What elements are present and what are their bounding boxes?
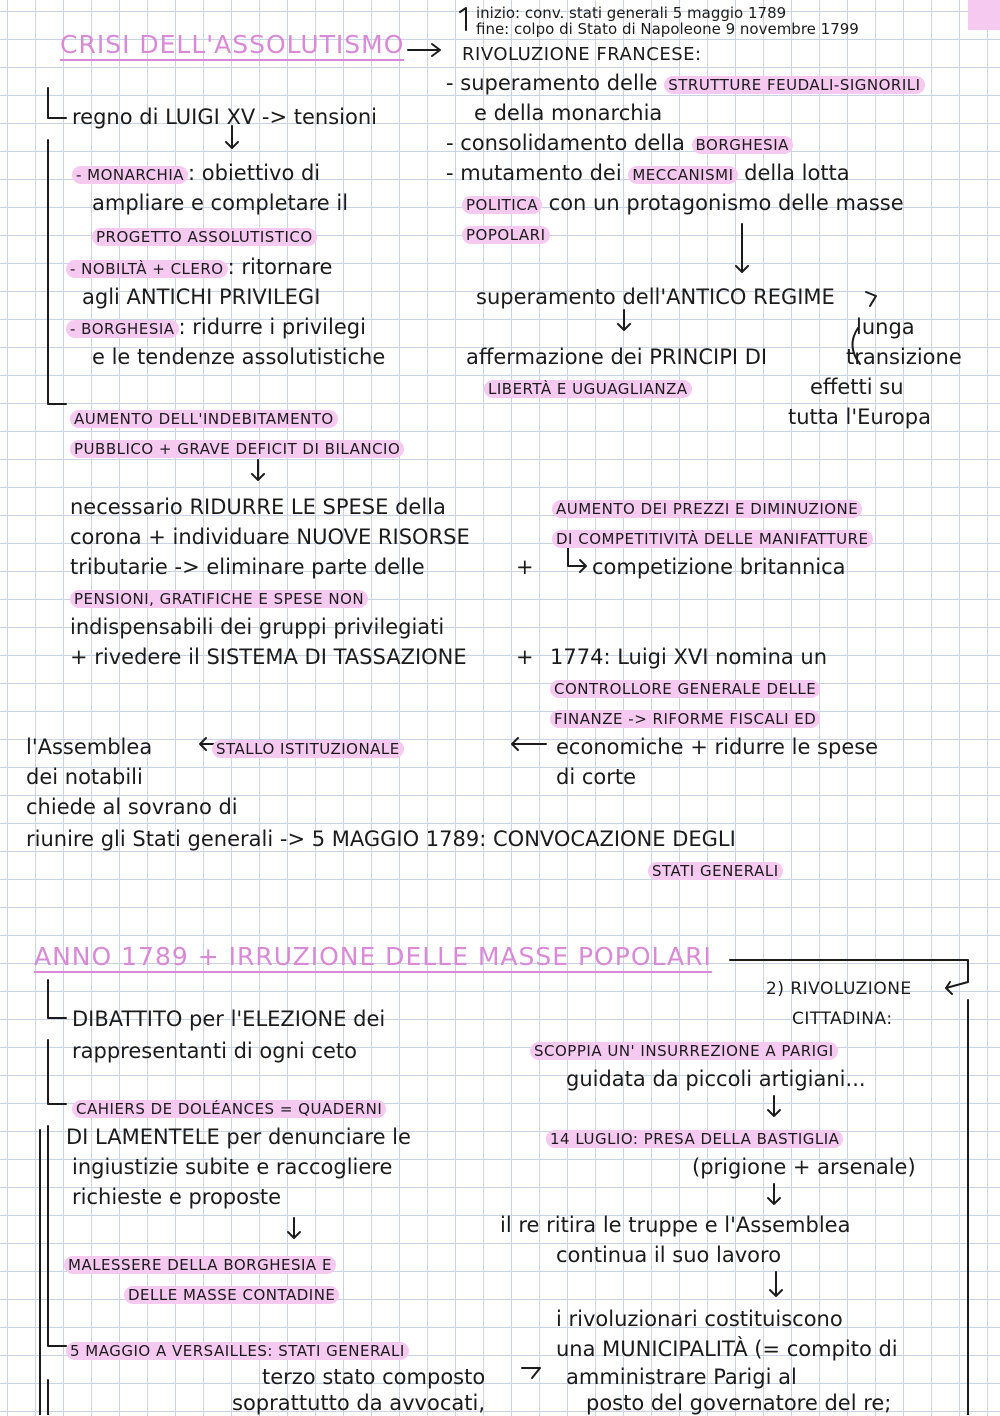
monarchia-line-1: - MONARCHIA : obiettivo di <box>72 160 320 188</box>
necessario-line-1: necessario RIDURRE LE SPESE della <box>70 495 446 519</box>
nobilta-line-2: agli ANTICHI PRIVILEGI <box>82 285 321 309</box>
rivoluzionari-line-2: una MUNICIPALITÀ (= compito di <box>556 1337 898 1361</box>
malessere-line-2: DELLE MASSE CONTADINE <box>124 1280 339 1308</box>
scoppia-line-1: SCOPPIA UN' INSURREZIONE A PARIGI <box>530 1036 838 1064</box>
bracket-arrow-regno <box>48 88 66 118</box>
nobilta-line-1: - NOBILTÀ + CLERO : ritornare <box>66 254 332 282</box>
down-arrow-rivoluzionari <box>770 1272 782 1296</box>
down-arrow-re <box>768 1184 780 1204</box>
down-arrow-malessere <box>288 1218 300 1238</box>
necessario-line-4: PENSIONI, GRATIFICHE E SPESE NON <box>70 584 368 612</box>
affermazione-principi: affermazione dei PRINCIPI DI <box>466 345 768 369</box>
cahiers-line-2: DI LAMENTELE per denunciare le <box>66 1125 411 1149</box>
bastiglia-line-1: 14 LUGLIO: PRESA DELLA BASTIGLIA <box>546 1124 843 1152</box>
down-arrow-affermazione <box>618 310 630 330</box>
malessere-line-1: MALESSERE DELLA BORGHESIA E <box>64 1250 336 1278</box>
rivoluzionari-line-3: amministrare Parigi al <box>566 1365 797 1389</box>
lunga-line-3: effetti su <box>810 375 904 399</box>
rivoluzionari-line-4: posto del governatore del re; <box>586 1391 892 1415</box>
liberta-uguaglianza: LIBERTÀ E UGUAGLIANZA <box>484 374 692 402</box>
rivoluzionari-line-1: i rivoluzionari costituiscono <box>556 1307 843 1331</box>
antico-regime: superamento dell'ANTICO REGIME <box>476 285 835 309</box>
necessario-line-3: tributarie -> eliminare parte delle <box>70 555 425 579</box>
arrow-to-revolution <box>408 44 440 56</box>
dibattito-line-2: rappresentanti di ogni ceto <box>72 1039 357 1063</box>
bastiglia-line-2: (prigione + arsenale) <box>692 1155 916 1179</box>
cahiers-line-3: ingiustizie subite e raccogliere <box>72 1155 393 1179</box>
prezzi-line-3: competizione britannica <box>592 555 846 579</box>
borghesia-line-2: e le tendenze assolutistiche <box>92 345 386 369</box>
re-ritira-line-1: il re ritira le truppe e l'Assemblea <box>500 1213 851 1237</box>
luigi-line-2: CONTROLLORE GENERALE DELLE <box>550 674 820 702</box>
section-title-crisi: CRISI DELL'ASSOLUTISMO <box>60 30 405 59</box>
lunga-line-4: tutta l'Europa <box>788 405 931 429</box>
prezzi-line-2: DI COMPETITIVITÀ DELLE MANIFATTURE <box>552 524 873 552</box>
bracket-dates <box>460 8 466 30</box>
rev-point-3b: POLITICA con un protagonismo delle masse <box>462 190 904 218</box>
assemblea-line-4: riunire gli Stati generali -> 5 MAGGIO 1789: CONVOCAZIONE DEGLI <box>26 827 736 851</box>
assemblea-line-1: l'Assemblea <box>26 735 153 759</box>
down-arrow-deficit <box>252 460 264 480</box>
bracket-line-left-1 <box>48 140 66 404</box>
scoppia-line-2: guidata da piccoli artigiani... <box>566 1067 866 1091</box>
rivoluzione-cittadina-1: 2) RIVOLUZIONE <box>766 979 912 999</box>
rev-point-2: - consolidamento della BORGHESIA <box>446 130 793 158</box>
section-title-1789: ANNO 1789 + IRRUZIONE DELLE MASSE POPOLARI <box>34 942 712 971</box>
stallo-istituzionale: STALLO ISTITUZIONALE <box>212 734 404 762</box>
assemblea-line-3: chiede al sovrano di <box>26 795 238 819</box>
luigi-line-4: economiche + ridurre le spese <box>556 735 879 759</box>
rev-point-1: - superamento delle STRUTTURE FEUDALI-SIGNORILI <box>446 70 925 98</box>
arrow-to-stallo <box>512 738 546 750</box>
revolution-heading: RIVOLUZIONE FRANCESE: <box>462 44 702 65</box>
monarchia-line-2: ampliare e completare il <box>92 191 349 215</box>
lunga-line-1: lunga <box>856 315 915 339</box>
necessario-line-6: + rivedere il SISTEMA DI TASSAZIONE <box>70 645 467 669</box>
lunga-line-2: transizione <box>846 345 962 369</box>
arrow-lunga <box>866 292 876 306</box>
rivoluzione-cittadina-2: CITTADINA: <box>792 1009 893 1029</box>
luigi-line-5: di corte <box>556 765 637 789</box>
cahiers-line-1: CAHIERS DE DOLÉANCES = QUADERNI <box>72 1094 386 1122</box>
luigi-line-3: FINANZE -> RIFORME FISCALI ED <box>550 704 820 732</box>
luigi-line-1: 1774: Luigi XVI nomina un <box>550 645 828 669</box>
necessario-line-2: corona + individuare NUOVE RISORSE <box>70 525 470 549</box>
monarchia-line-3: PROGETTO ASSOLUTISTICO <box>92 222 317 250</box>
necessario-line-5: indispensabili dei gruppi privilegiati <box>70 615 445 639</box>
versailles-stati-generali: 5 MAGGIO A VERSAILLES: STATI GENERALI <box>66 1336 409 1364</box>
down-arrow-bastiglia <box>768 1096 780 1116</box>
cahiers-line-4: richieste e proposte <box>72 1185 282 1209</box>
date-end: fine: colpo di Stato di Napoleone 9 novembre 1799 <box>476 20 859 38</box>
bracket-arrow-dibattito <box>48 980 66 1018</box>
date-start: inizio: conv. stati generali 5 maggio 1789 <box>476 4 787 22</box>
arrow-terzo-stato <box>522 1368 540 1378</box>
re-ritira-line-2: continua il suo lavoro <box>556 1243 782 1267</box>
dibattito-line-1: DIBATTITO per l'ELEZIONE dei <box>72 1007 386 1031</box>
plus-1: + <box>516 555 534 579</box>
borghesia-line-1: - BORGHESIA : ridurre i privilegi <box>66 314 366 342</box>
rev-point-3c: POPOLARI <box>462 220 550 248</box>
plus-2: + <box>516 645 534 669</box>
bracket-arrow-cahiers <box>48 1040 66 1104</box>
aumento-line-1: AUMENTO DELL'INDEBITAMENTO <box>70 404 338 432</box>
regno-luigi: regno di LUIGI XV -> tensioni <box>72 105 377 129</box>
rev-point-3: - mutamento dei MECCANISMI della lotta <box>446 161 850 185</box>
terzo-stato-line-2: soprattutto da avvocati, <box>232 1391 485 1415</box>
down-arrow-antico-regime <box>736 224 748 272</box>
assemblea-line-2: dei notabili <box>26 765 143 789</box>
prezzi-line-1: AUMENTO DEI PREZZI E DIMINUZIONE <box>552 494 862 522</box>
rev-point-1b: e della monarchia <box>474 101 663 125</box>
bracket-arrow-versailles <box>48 1126 66 1346</box>
assemblea-line-5: STATI GENERALI <box>648 856 783 884</box>
aumento-line-2: PUBBLICO + GRAVE DEFICIT DI BILANCIO <box>70 434 404 462</box>
terzo-stato-line-1: terzo stato composto <box>262 1365 486 1389</box>
